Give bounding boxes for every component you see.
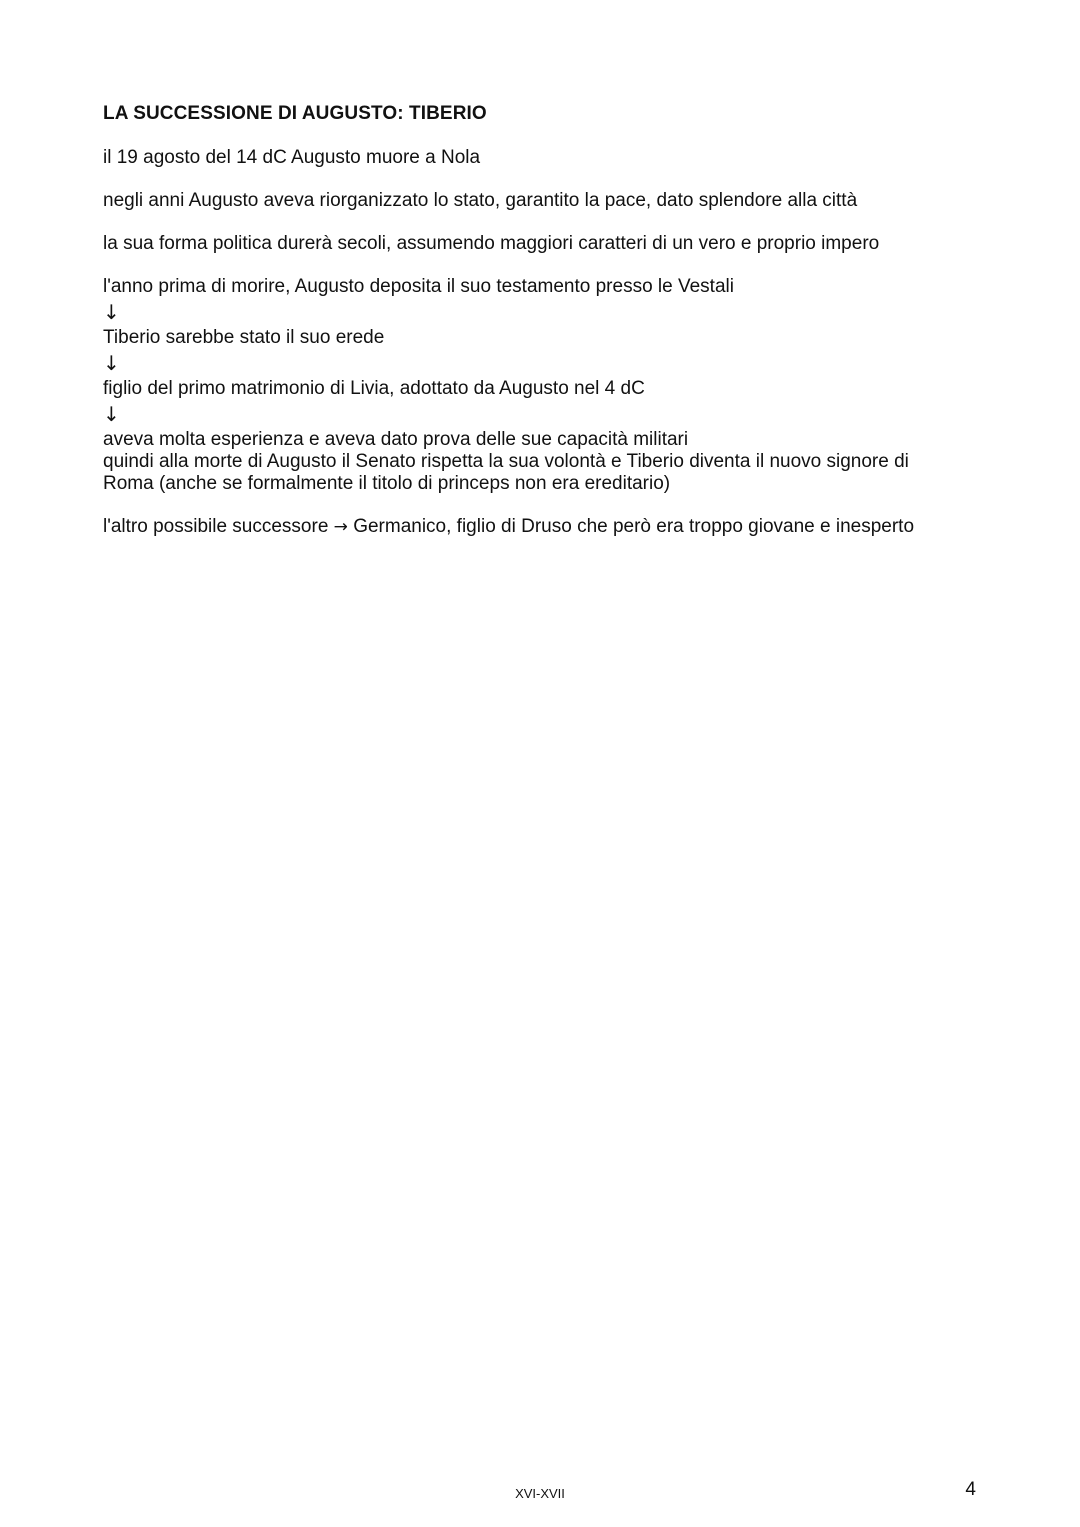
paragraph-political-form: la sua forma politica durerà secoli, assumendo maggiori caratteri di un vero e proprio impero (103, 233, 880, 254)
paragraph-other-successor (103, 516, 1003, 538)
down-arrow-icon: ↓ (103, 351, 120, 375)
paragraph-death: il 19 agosto del 14 dC Augusto muore a Nola (103, 147, 481, 168)
right-arrow-icon: → (333, 517, 348, 537)
chain-step-heir: Tiberio sarebbe stato il suo erede (103, 327, 385, 348)
page-number: 4 (965, 1479, 976, 1500)
chain-step-testament: l'anno prima di morire, Augusto deposita il suo testamento presso le Vestali (103, 276, 734, 297)
chain-continuation-line-1: quindi alla morte di Augusto il Senato rispetta la sua volontà e Tiberio diventa il nuovo signore di (103, 451, 909, 472)
page-content (103, 103, 1003, 559)
other-successor-intro: l'altro possibile successore (103, 516, 334, 537)
chain-step-experience: aveva molta esperienza e aveva dato prova delle sue capacità militari (103, 429, 689, 450)
chain-continuation-line-2: Roma (anche se formalmente il titolo di princeps non era ereditario) (103, 473, 671, 494)
paragraph-reorganization: negli anni Augusto aveva riorganizzato lo stato, garantito la pace, dato splendore alla città (103, 190, 858, 211)
down-arrow-icon: ↓ (103, 402, 120, 426)
down-arrow-icon: ↓ (103, 300, 120, 324)
page-title: LA SUCCESSIONE DI AUGUSTO: TIBERIO (103, 103, 487, 124)
footer-section-label: XVI-XVII (515, 1486, 565, 1501)
other-successor-detail: Germanico, figlio di Druso che però era troppo giovane e inesperto (347, 516, 915, 537)
chain-step-adoption: figlio del primo matrimonio di Livia, adottato da Augusto nel 4 dC (103, 378, 645, 399)
succession-chain (103, 276, 1003, 495)
